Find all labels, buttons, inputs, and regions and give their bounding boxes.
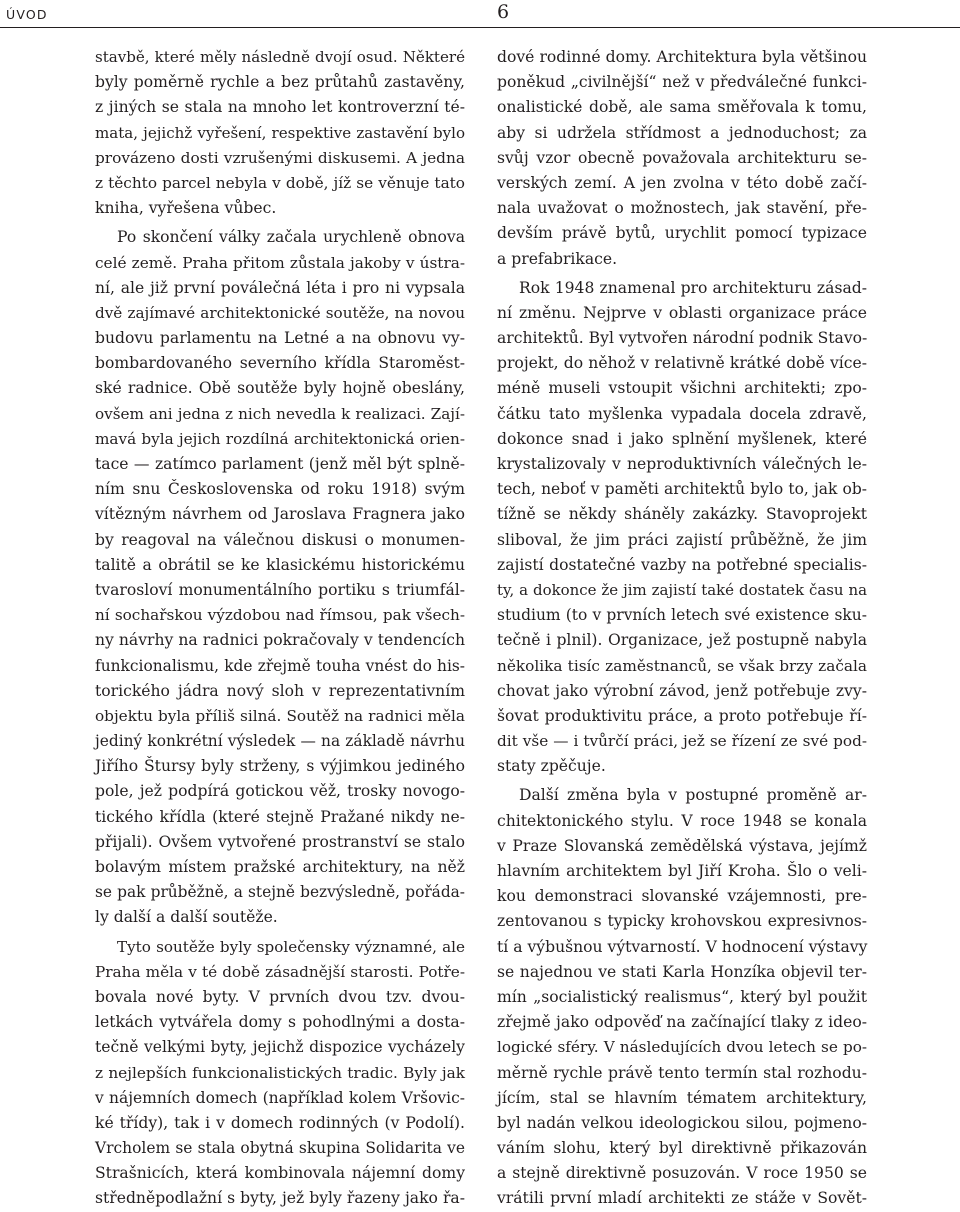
text-line: Další změna byla v postupné proměně ar- xyxy=(519,786,867,805)
text-line: kou demonstraci slovanské vzájemnosti, pre- xyxy=(497,887,867,906)
text-line: dové rodinné domy. Architektura byla většinou xyxy=(497,48,867,66)
text-line: chitektonického stylu. V roce 1948 se konala xyxy=(497,811,867,830)
text-line: jícím, stal se hlavním tématem architektury, xyxy=(497,1088,867,1107)
text-line: jediný konkrétní výsledek — na základě návrhu xyxy=(95,732,465,751)
text-line: a stejně direktivně posuzován. V roce 1950 se xyxy=(497,1164,867,1183)
text-line: funkcionalismu, kde zřejmě touha vnést do his- xyxy=(95,656,465,675)
text-line: poněkud „civilnější“ než v předválečné funkci- xyxy=(497,73,867,92)
text-line: z jiných se stala na mnoho let kontroverzní té- xyxy=(95,98,465,117)
text-line: ní změnu. Nejprve v oblasti organizace práce xyxy=(497,303,867,322)
text-line: chovat jako výrobní závod, jenž potřebuje zvy- xyxy=(497,681,867,700)
text-line: ny návrhy na radnici pokračovaly v tendencích xyxy=(95,631,465,650)
text-line: méně museli vstoupit všichni architekti; zpo- xyxy=(497,379,867,398)
text-line: dokonce snad i jako splnění myšlenek, které xyxy=(497,429,867,448)
text-line: letkách vytvářela domy s pohodlnými a dosta- xyxy=(95,1013,465,1032)
text-line: dvě zajímavé architektonické soutěže, na novou xyxy=(95,303,465,322)
text-line: ly další a další soutěže. xyxy=(95,908,278,927)
text-line: v Praze Slovanská zemědělská výstava, jejímž xyxy=(497,836,867,855)
text-line: objektu byla příliš silná. Soutěž na radnici měla xyxy=(95,706,465,725)
text-line: zentovanou s typicky krohovskou expresivnos- xyxy=(497,912,867,931)
text-line: měrně rychle právě tento termín stal rozhodu- xyxy=(497,1063,867,1082)
text-line: logické sféry. V následujících dvou letech se po- xyxy=(497,1038,867,1057)
text-line: Tyto soutěže byly společensky významné, ale xyxy=(117,937,465,956)
text-line: a prefabrikace. xyxy=(497,249,618,268)
text-line: ovšem ani jedna z nich nevedla k realizaci. Zají- xyxy=(95,404,465,423)
text-line: přijali). Ovšem vytvořené prostranství se stalo xyxy=(95,832,465,851)
text-line: bolavým místem pražské architektury, na něž xyxy=(95,858,465,876)
text-line: svůj vzor obecně považovala architekturu se- xyxy=(497,148,867,167)
text-line: v nájemních domech (například kolem Vršovic- xyxy=(95,1088,465,1107)
text-line: projekt, do něhož v relativně krátké době více- xyxy=(497,354,867,373)
text-line: ním snu Československa od roku 1918) svým xyxy=(95,480,465,499)
text-line: čátku tato myšlenka vypadala docela zdravě, xyxy=(497,404,867,423)
text-line: tečně velkými byty, jejichž dispozice vycházely xyxy=(95,1038,465,1057)
text-line: Strašnicích, která kombinovala nájemní domy xyxy=(95,1164,465,1183)
text-line: se najednou ve stati Karla Honzíka objevil ter- xyxy=(497,962,867,981)
text-line: tí a výbušnou výtvarností. V hodnocení výstavy xyxy=(497,937,868,956)
text-line: talitě a obrátil se ke klasickému historickému xyxy=(95,555,465,574)
text-line: nala uvažovat o možnostech, jak stavění, pře- xyxy=(497,199,867,218)
text-line: mavá byla jejich rozdílná architektonická orien- xyxy=(95,429,465,448)
text-line: Vrcholem se stala obytná skupina Solidarita ve xyxy=(95,1139,465,1158)
text-line: tížně se někdy sháněly zakázky. Stavoprojekt xyxy=(497,505,867,524)
text-line: vrátili první mladí architekti ze stáže v Sovět- xyxy=(497,1189,867,1208)
text-line: tečně i plnil). Organizace, jež postupně nabyla xyxy=(497,631,867,650)
text-line: celé země. Praha přitom zůstala jakoby v ústra- xyxy=(95,253,465,272)
text-line: vítězným návrhem od Jaroslava Fragnera jako xyxy=(95,505,465,524)
text-line: budovu parlamentu na Letné a na obnovu vy- xyxy=(95,329,465,348)
text-column-right xyxy=(497,45,867,1212)
text-line: se pak průběžně, a stejně bezvýsledně, pořáda- xyxy=(95,883,465,902)
text-line: bombardovaného severního křídla Staroměst- xyxy=(95,354,465,373)
text-line: bovala nové byty. V prvních dvou tzv. dvou- xyxy=(95,987,465,1006)
text-line: staty zpěčuje. xyxy=(497,757,606,776)
text-line: hlavním architektem byl Jiří Kroha. Šlo o veli- xyxy=(497,862,867,880)
text-line: ké třídy), tak i v domech rodinných (v Podolí). xyxy=(95,1113,465,1132)
text-line: tace — zatímco parlament (jenž měl být splně- xyxy=(95,455,465,473)
text-line: byl nadán velkou ideologickou silou, pojmeno- xyxy=(497,1113,867,1132)
text-line: aby si udržela střídmost a jednoduchost; za xyxy=(497,123,867,142)
text-line: váním slohu, který byl direktivně přikazován xyxy=(497,1139,867,1158)
text-line: Po skončení války začala urychleně obnova xyxy=(117,228,465,247)
text-line: z nejlepších funkcionalistických tradic. Byly jak xyxy=(95,1063,465,1082)
text-line: ní, ale již první poválečná léta i pro ni vypsala xyxy=(95,278,465,297)
text-line: provázeno dosti vzrušenými diskusemi. A jedna xyxy=(95,148,465,167)
text-line: sliboval, že jim práci zajistí průběžně, že jim xyxy=(497,530,867,549)
text-column-left xyxy=(95,45,465,1212)
text-line: tvarosloví monumentálního portiku s triumfál- xyxy=(95,580,465,599)
text-line: středněpodlažní s byty, jež byly řazeny jako řa- xyxy=(95,1189,465,1208)
text-line: krystalizovaly v neproduktivních válečných le- xyxy=(497,455,867,473)
text-line: byly poměrně rychle a bez průtahů zastavěny, xyxy=(95,73,465,92)
page-number: 6 xyxy=(497,1,510,23)
text-line: ské radnice. Obě soutěže byly hojně obeslány, xyxy=(95,379,465,398)
text-line: zajistí dostatečné vazby na potřebné specialis- xyxy=(497,555,867,574)
text-line: dit vše — i tvůrčí práci, jež se řízení ze své pod- xyxy=(497,732,867,751)
text-line: studium (to v prvních letech své existence sku- xyxy=(497,606,867,625)
text-line: pole, jež podpírá gotickou věž, trosky novogo- xyxy=(95,782,465,801)
text-line: ní sochařskou výzdobou nad římsou, pak všech- xyxy=(95,606,465,625)
text-line: Praha měla v té době zásadnější starosti. Potře- xyxy=(95,962,465,981)
page-header xyxy=(0,0,960,30)
header-rule xyxy=(0,27,960,28)
text-line: torického jádra nový sloh v reprezentativním xyxy=(95,681,465,700)
text-line: ty, a dokonce že jim zajistí také dostatek času na xyxy=(497,580,867,599)
text-line: Rok 1948 znamenal pro architekturu zásad- xyxy=(519,278,867,297)
text-line: tech, neboť v paměti architektů bylo to, jak ob- xyxy=(497,480,867,499)
text-line: tického křídla (které stejně Pražané nikdy ne- xyxy=(95,807,465,826)
text-line: devším právě bytů, urychlit pomocí typizace xyxy=(497,224,867,243)
text-line: Jiřího Štursy byly strženy, s výjimkou jediného xyxy=(95,757,465,776)
text-line: několika tisíc zaměstnanců, se však brzy začala xyxy=(497,656,867,675)
text-line: by reagoval na válečnou diskusi o monumen- xyxy=(95,530,465,549)
text-line: onalistické době, ale sama směřovala k tomu, xyxy=(497,98,867,117)
text-line: mín „socialistický realismus“, který byl použit xyxy=(497,987,867,1006)
text-line: z těchto parcel nebyla v době, jíž se věnuje tato xyxy=(95,173,465,192)
text-line: mata, jejichž vyřešení, respektive zastavění bylo xyxy=(95,123,465,142)
text-line: stavbě, které měly následně dvojí osud. Některé xyxy=(95,48,465,66)
text-line: verských zemí. A jen zvolna v této době začí- xyxy=(497,173,867,192)
section-title: ÚVOD xyxy=(6,7,48,22)
text-line: šovat produktivitu práce, a proto potřebuje ří- xyxy=(497,706,867,725)
text-line: zřejmě jako odpověď na začínající tlaky z ideo- xyxy=(497,1013,867,1032)
text-line: kniha, vyřešena vůbec. xyxy=(95,199,277,218)
text-line: architektů. Byl vytvořen národní podnik Stavo- xyxy=(497,329,868,348)
